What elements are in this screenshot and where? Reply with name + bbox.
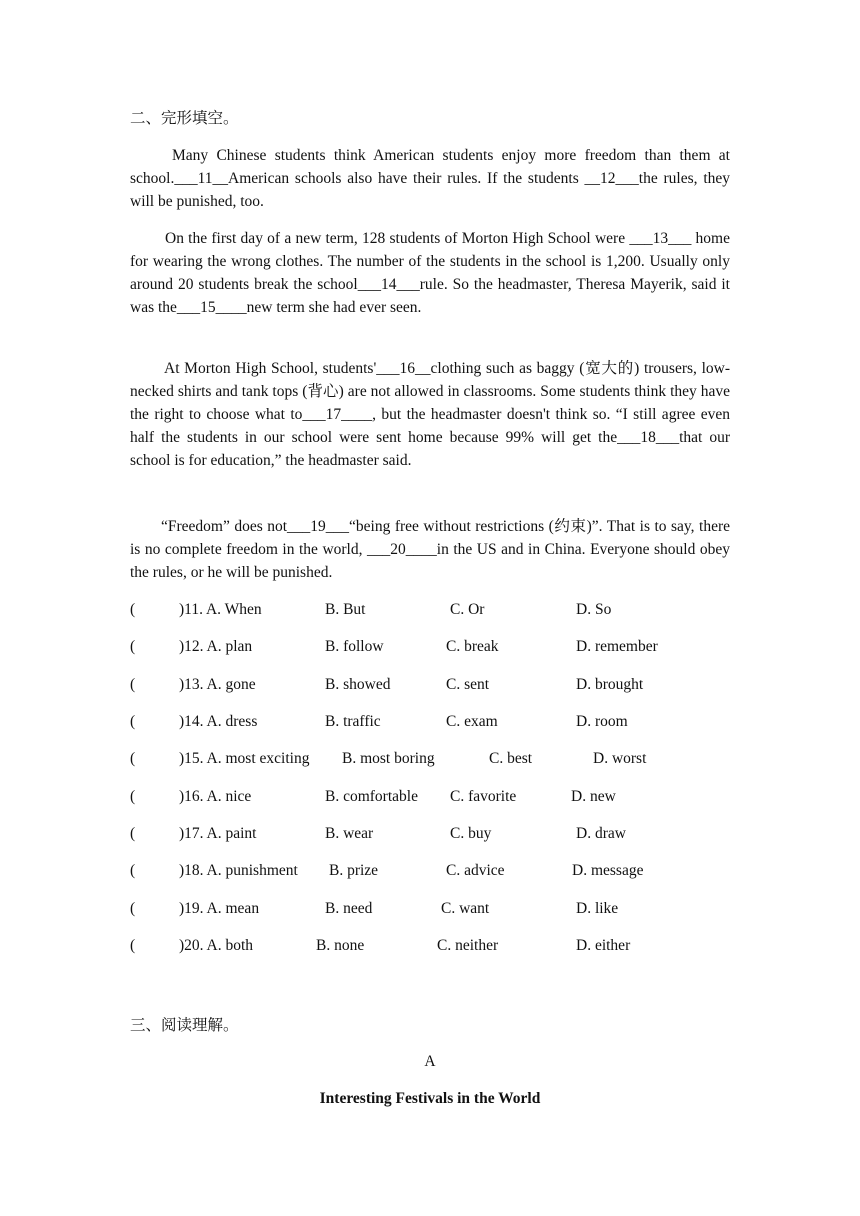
question-row <box>130 638 730 658</box>
option-c[interactable]: C. exam <box>446 713 498 730</box>
option-c[interactable]: C. want <box>441 900 490 917</box>
option-d[interactable]: D. brought <box>576 676 644 693</box>
cloze-paragraph-3: At Morton High School, students'___16__clothing such as baggy (宽大的) trousers, low-necked shirts and tank tops (背心) are not allowed in classrooms. Some students think they have the right to choose what to___17____, but the headmaster doesn't think so. “I still agree even half the students in our school were sent home because 99% will get the___18___that our school is for education,” the headmaster said. <box>130 360 730 469</box>
question-row <box>130 862 730 882</box>
question-row <box>130 676 730 696</box>
answer-blank[interactable]: ( <box>130 862 136 879</box>
option-d[interactable]: D. draw <box>576 825 626 842</box>
option-a[interactable]: )17. A. paint <box>179 825 257 842</box>
answer-blank[interactable]: ( <box>130 788 136 805</box>
option-c[interactable]: C. break <box>446 638 499 655</box>
question-row <box>130 900 730 920</box>
option-c[interactable]: C. sent <box>446 676 490 693</box>
option-d[interactable]: D. room <box>576 713 628 730</box>
option-a[interactable]: )16. A. nice <box>179 788 252 805</box>
section-heading-reading: 三、阅读理解。 <box>130 1017 239 1034</box>
option-a[interactable]: )20. A. both <box>179 937 254 954</box>
passage-label: A <box>424 1053 436 1070</box>
question-row <box>130 750 730 770</box>
option-a[interactable]: )13. A. gone <box>179 676 256 693</box>
option-c[interactable]: C. best <box>489 750 533 767</box>
option-b[interactable]: B. But <box>325 601 366 618</box>
answer-blank[interactable]: ( <box>130 750 136 767</box>
answer-blank[interactable]: ( <box>130 601 136 618</box>
passage-title: Interesting Festivals in the World <box>319 1090 541 1107</box>
question-row <box>130 713 730 733</box>
option-b[interactable]: B. comfortable <box>325 788 418 805</box>
option-d[interactable]: D. new <box>571 788 616 805</box>
option-c[interactable]: C. Or <box>450 601 485 618</box>
option-b[interactable]: B. traffic <box>325 713 381 730</box>
option-c[interactable]: C. favorite <box>450 788 517 805</box>
answer-blank[interactable]: ( <box>130 676 136 693</box>
option-b[interactable]: B. showed <box>325 676 391 693</box>
option-d[interactable]: D. like <box>576 900 619 917</box>
section-heading-cloze: 二、完形填空。 <box>130 110 239 127</box>
option-b[interactable]: B. most boring <box>342 750 435 767</box>
cloze-paragraph-2: On the first day of a new term, 128 students of Morton High School were ___13___ home for wearing the wrong clothes. The number of the students in the school is 1,200. Usually only around 20 students break the school___14___rule. So the headmaster, Theresa Mayerik, said it was the___15____new term she had ever seen. <box>130 230 730 316</box>
option-b[interactable]: B. follow <box>325 638 384 655</box>
option-b[interactable]: B. prize <box>329 862 379 879</box>
option-b[interactable]: B. need <box>325 900 373 917</box>
cloze-paragraph-4: “Freedom” does not___19___“being free without restrictions (约束)”. That is to say, there is no complete freedom in the world, ___20____in the US and in China. Everyone should obey the rules, or he will be punished. <box>130 518 730 581</box>
question-row <box>130 601 730 621</box>
option-a[interactable]: )18. A. punishment <box>179 862 298 879</box>
answer-blank[interactable]: ( <box>130 937 136 954</box>
option-d[interactable]: D. worst <box>593 750 647 767</box>
answer-blank[interactable]: ( <box>130 713 136 730</box>
option-c[interactable]: C. neither <box>437 937 499 954</box>
option-a[interactable]: )19. A. mean <box>179 900 260 917</box>
option-a[interactable]: )15. A. most exciting <box>179 750 310 767</box>
option-a[interactable]: )11. A. When <box>179 601 262 618</box>
option-d[interactable]: D. message <box>572 862 644 879</box>
option-d[interactable]: D. So <box>576 601 612 618</box>
question-row <box>130 937 730 957</box>
option-a[interactable]: )14. A. dress <box>179 713 258 730</box>
option-d[interactable]: D. remember <box>576 638 658 655</box>
answer-blank[interactable]: ( <box>130 825 136 842</box>
question-row <box>130 788 730 808</box>
option-b[interactable]: B. wear <box>325 825 374 842</box>
answer-blank[interactable]: ( <box>130 638 136 655</box>
option-c[interactable]: C. advice <box>446 862 505 879</box>
option-a[interactable]: )12. A. plan <box>179 638 253 655</box>
option-b[interactable]: B. none <box>316 937 365 954</box>
cloze-paragraph-1: Many Chinese students think American students enjoy more freedom than them at school.___11__American schools also have their rules. If the students __12___the rules, they will be punished, too. <box>130 147 730 210</box>
answer-blank[interactable]: ( <box>130 900 136 917</box>
option-c[interactable]: C. buy <box>450 825 492 842</box>
option-d[interactable]: D. either <box>576 937 631 954</box>
question-row <box>130 825 730 845</box>
